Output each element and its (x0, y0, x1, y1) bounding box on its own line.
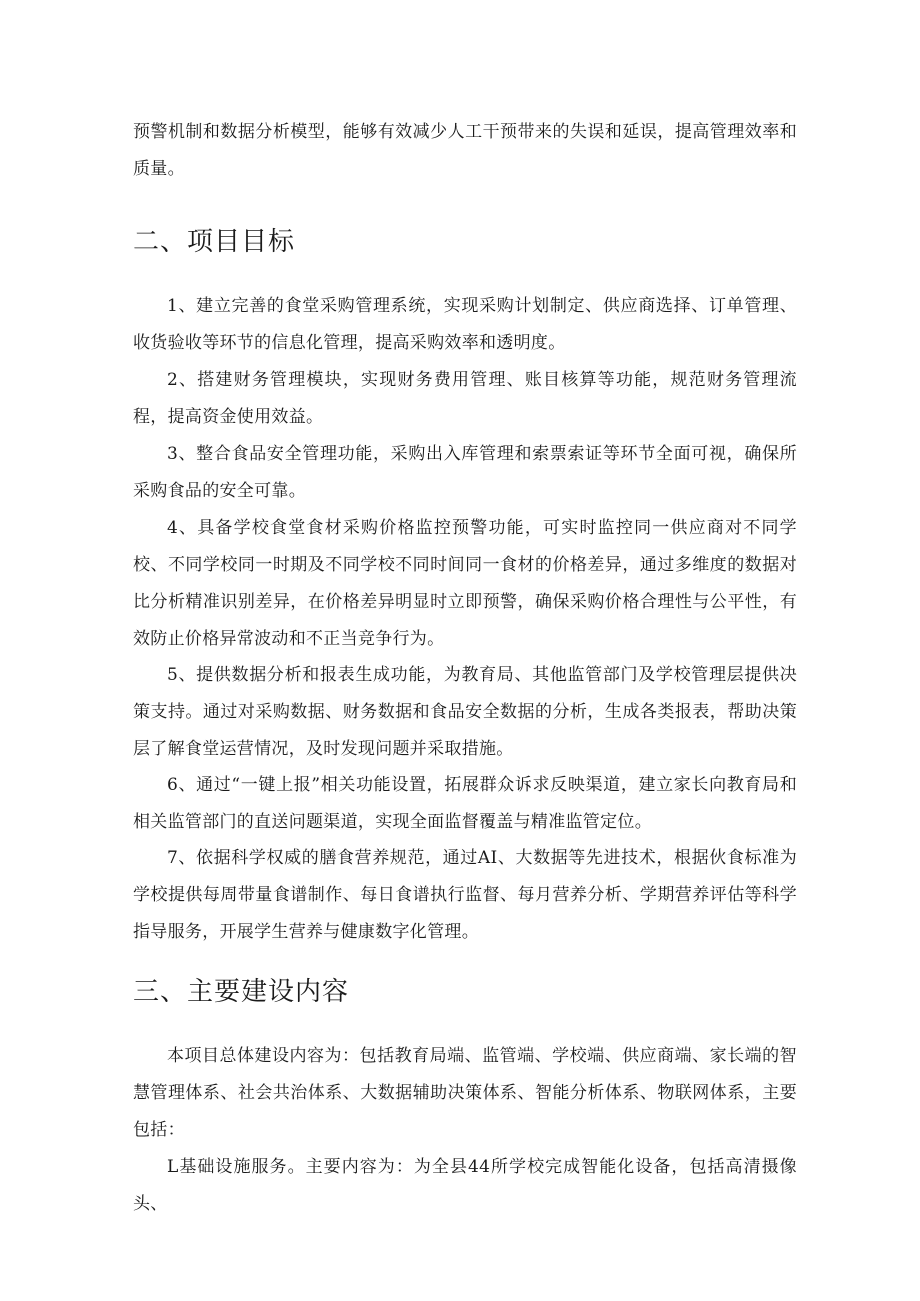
goal-item-2: 2、搭建财务管理模块，实现财务费用管理、账目核算等功能，规范财务管理流程，提高资金使用效益。 (133, 370, 797, 427)
goal-item-7: 7、依据科学权威的膳食营养规范，通过AI、大数据等先进技术，根据伙食标准为学校提供每周带量食谱制作、每日食谱执行监督、每月营养分析、学期营养评估等科学指导服务，开展学生营养与健康数字化管理。 (133, 848, 797, 942)
goal-item-5: 5、提供数据分析和报表生成功能，为教育局、其他监管部门及学校管理层提供决策支持。通过对采购数据、财务数据和食品安全数据的分析，生成各类报表，帮助决策层了解食堂运营情况，及时发现问题并采取措施。 (133, 665, 797, 759)
goal-item-3: 3、整合食品安全管理功能，采购出入库管理和索票索证等环节全面可视，确保所采购食品的安全可靠。 (133, 444, 797, 501)
infrastructure-paragraph: L基础设施服务。主要内容为：为全县44所学校完成智能化设备，包括高清摄像头、 (133, 1157, 797, 1214)
goal-item-4: 4、具备学校食堂食材采购价格监控预警功能，可实时监控同一供应商对不同学校、不同学校同一时期及不同学校不同时间同一食材的价格差异，通过多维度的数据对比分析精准识别差异，在价格差异明显时立即预警，确保采购价格合理性与公平性，有效防止价格异常波动和不正当竞争行为。 (133, 518, 797, 649)
construction-overview-paragraph: 本项目总体建设内容为：包括教育局端、监管端、学校端、供应商端、家长端的智慧管理体系、社会共治体系、大数据辅助决策体系、智能分析体系、物联网体系，主要包括： (133, 1046, 797, 1140)
intro-tail-paragraph: 预警机制和数据分析模型，能够有效减少人工干预带来的失误和延误，提高管理效率和质量。 (133, 122, 797, 179)
section-2-heading: 二、项目目标 (133, 227, 296, 257)
goal-item-1: 1、建立完善的食堂采购管理系统，实现采购计划制定、供应商选择、订单管理、收货验收等环节的信息化管理，提高采购效率和透明度。 (133, 296, 797, 353)
section-3-heading: 三、主要建设内容 (133, 977, 350, 1007)
goal-item-6: 6、通过“一键上报”相关功能设置，拓展群众诉求反映渠道，建立家长向教育局和相关监管部门的直送问题渠道，实现全面监督覆盖与精准监管定位。 (133, 775, 797, 832)
